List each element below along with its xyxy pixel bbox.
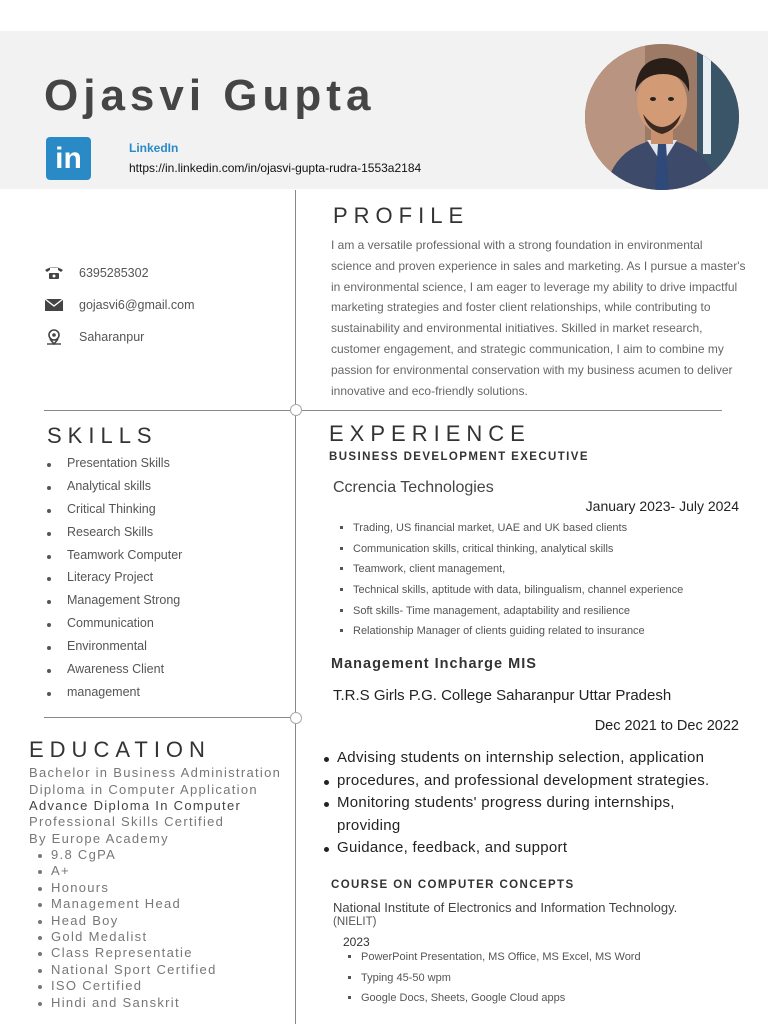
- list-item: providing: [337, 816, 401, 834]
- linkedin-label[interactable]: LinkedIn: [129, 141, 179, 155]
- list-item: Teamwork, client management,: [337, 561, 683, 582]
- column-divider: [295, 190, 296, 1024]
- list-item: PowerPoint Presentation, MS Office, MS Excel, MS Word: [345, 949, 641, 970]
- job-dates: Dec 2021 to Dec 2022: [594, 718, 739, 734]
- list-item: Soft skills- Time management, adaptability and resilience: [337, 603, 683, 624]
- list-item: Technical skills, aptitude with data, bilingualism, channel experience: [337, 582, 683, 603]
- list-item: Awareness Client: [44, 660, 182, 683]
- list-item: Environmental: [44, 637, 182, 660]
- list-item: Typing 45-50 wpm: [345, 970, 641, 991]
- divider-node: [290, 712, 302, 724]
- course-bullets: [345, 949, 641, 1011]
- job-dates: January 2023- July 2024: [585, 498, 739, 514]
- course-title: COURSE ON COMPUTER CONCEPTS: [331, 879, 575, 891]
- job-role: Management Incharge MIS: [331, 656, 537, 672]
- list-item: Gold Medalist: [29, 929, 217, 945]
- candidate-name: Ojasvi Gupta: [44, 71, 376, 120]
- education-heading: EDUCATION: [29, 737, 211, 762]
- phone-number[interactable]: 6395285302: [79, 266, 149, 280]
- list-item: Head Boy: [29, 913, 217, 929]
- course-institute: National Institute of Electronics and Information Technology.: [333, 900, 678, 915]
- list-item: Hindi and Sanskrit: [29, 995, 217, 1011]
- job-company: Ccrencia Technologies: [333, 479, 494, 496]
- skills-list: [44, 454, 182, 706]
- section-divider: [44, 410, 722, 411]
- list-item: management: [44, 683, 182, 706]
- linkedin-icon[interactable]: in: [46, 137, 91, 180]
- list-item: Presentation Skills: [44, 454, 182, 477]
- divider-node: [290, 404, 302, 416]
- email-address[interactable]: gojasvi6@gmail.com: [79, 298, 195, 312]
- mail-icon: [44, 297, 64, 313]
- list-item: ISO Certified: [29, 978, 217, 994]
- list-item: A+: [29, 863, 217, 879]
- profile-photo: [585, 44, 739, 190]
- linkedin-url[interactable]: https://in.linkedin.com/in/ojasvi-gupta-rudra-1553a2184: [129, 161, 422, 175]
- list-item: National Sport Certified: [29, 962, 217, 978]
- list-item: procedures, and professional development strategies.: [321, 770, 709, 793]
- list-item: Teamwork Computer: [44, 546, 182, 569]
- list-item: Literacy Project: [44, 568, 182, 591]
- list-item: Guidance, feedback, and support: [321, 837, 709, 860]
- education-degree: Professional Skills Certified: [29, 814, 225, 829]
- list-item: Monitoring students' progress during internships,: [321, 792, 709, 815]
- education-degree: Bachelor in Business Administration: [29, 765, 282, 780]
- list-item: Analytical skills: [44, 477, 182, 500]
- profile-heading: PROFILE: [333, 203, 470, 228]
- list-item: Management Head: [29, 896, 217, 912]
- list-item: Google Docs, Sheets, Google Cloud apps: [345, 990, 641, 1011]
- education-achievements: [29, 847, 217, 1011]
- list-item: Research Skills: [44, 523, 182, 546]
- job-company: T.R.S Girls P.G. College Saharanpur Uttar Pradesh: [333, 687, 672, 704]
- job-role: BUSINESS DEVELOPMENT EXECUTIVE: [329, 451, 589, 463]
- education-degree: Advance Diploma In Computer: [29, 798, 242, 813]
- list-item: Management Strong: [44, 591, 182, 614]
- list-item: Honours: [29, 880, 217, 896]
- course-year: 2023: [343, 935, 370, 949]
- list-item: Class Representatie: [29, 945, 217, 961]
- list-item: Advising students on internship selection, application: [321, 747, 709, 770]
- job-bullets: [337, 520, 683, 644]
- section-divider: [44, 717, 296, 718]
- list-item: Communication skills, critical thinking, analytical skills: [337, 541, 683, 562]
- contact-phone: [44, 265, 149, 281]
- list-item: Communication: [44, 614, 182, 637]
- experience-heading: EXPERIENCE: [329, 421, 531, 446]
- location-text: Saharanpur: [79, 330, 145, 344]
- education-degree: Diploma in Computer Application: [29, 782, 258, 797]
- contact-location: [44, 329, 144, 345]
- contact-email: [44, 297, 195, 313]
- profile-summary: I am a versatile professional with a strong foundation in environmental science and proven experience in sales and marketing. As I pursue a master's in environmental science, I am eager to leverage my ability to drive impactful marketing strategies and foster client relationships, while contributing to sustainability and environmental initiatives. Skilled in market research, customer engagement, and strategic communication, I aim to combine my passion for environmental conservation with my business acumen to deliver innovative and eco-friendly solutions.: [331, 238, 746, 398]
- list-item: 9.8 CgPA: [29, 847, 217, 863]
- list-item: Relationship Manager of clients guiding related to insurance: [337, 623, 683, 644]
- location-pin-icon: [44, 329, 64, 345]
- skills-heading: SKILLS: [47, 423, 158, 448]
- phone-icon: [44, 265, 64, 281]
- job-bullets: [321, 747, 709, 860]
- list-item: Trading, US financial market, UAE and UK based clients: [337, 520, 683, 541]
- course-institute-abbr: (NIELIT): [333, 916, 377, 928]
- list-item: Critical Thinking: [44, 500, 182, 523]
- education-degree: By Europe Academy: [29, 831, 169, 846]
